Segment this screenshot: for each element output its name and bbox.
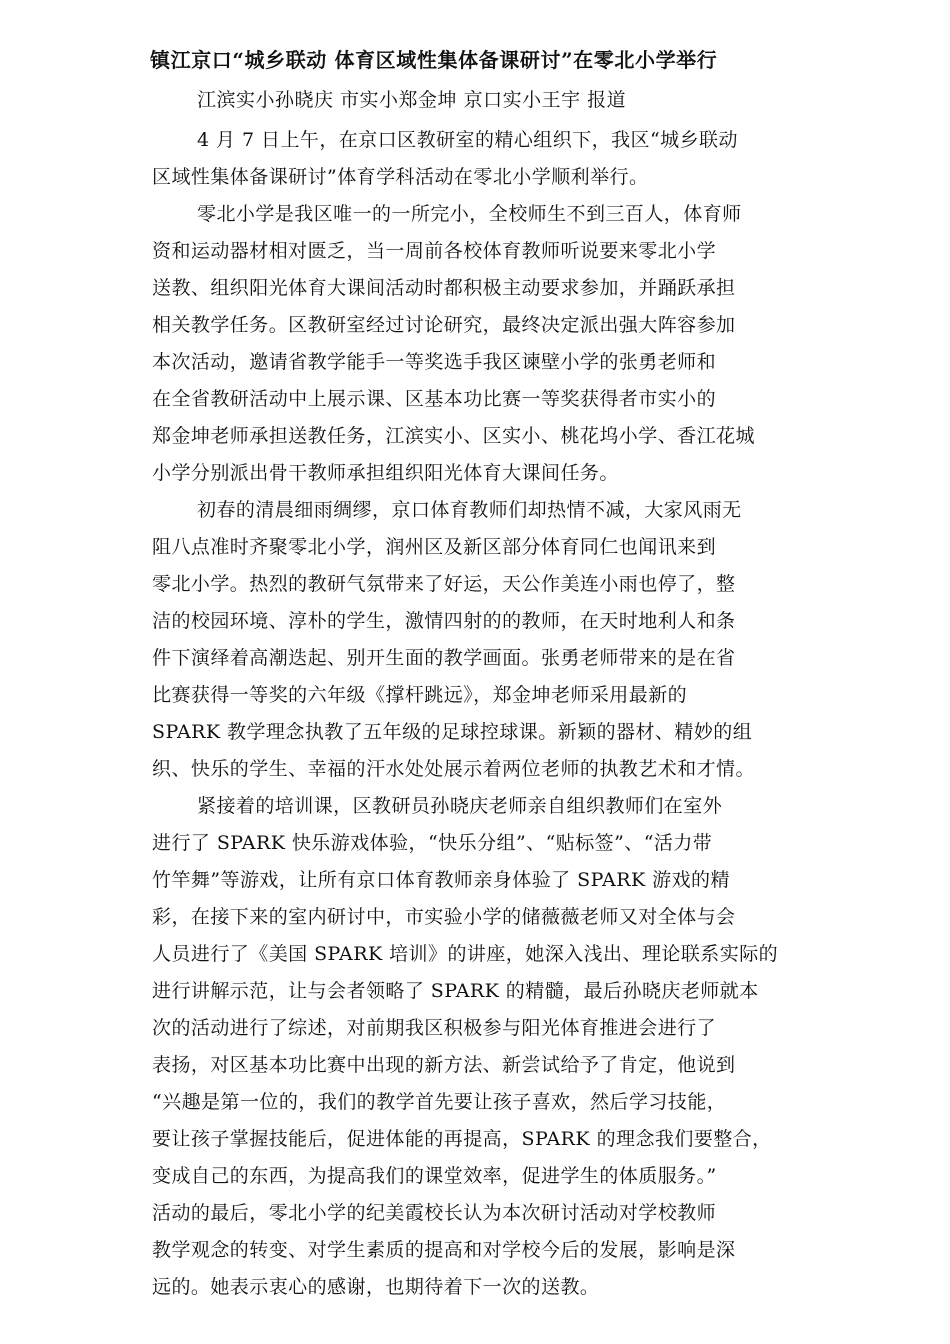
- text-line: 进行了 SPARK 快乐游戏体验，“快乐分组”、“贴标签”、“活力带: [152, 832, 713, 854]
- text-line: 紧接着的培训课，区教研员孙晓庆老师亲自组织教师们在室外: [197, 795, 723, 817]
- text-line: 人员进行了《美国 SPARK 培训》的讲座，她深入浅出、理论联系实际的: [152, 943, 779, 965]
- article-title: 镇江京口“城乡联动 体育区域性集体备课研讨”在零北小学举行: [150, 48, 718, 72]
- text-line: 资和运动器材相对匮乏，当一周前各校体育教师听说要来零北小学: [152, 240, 717, 262]
- text-line: 活动的最后，零北小学的纪美霞校长认为本次研讨活动对学校教师: [152, 1202, 717, 1224]
- text-line: 零北小学。热烈的教研气氛带来了好运，天公作美连小雨也停了，整: [152, 573, 736, 595]
- paragraph-3: [152, 492, 820, 788]
- text-line: 在全省教研活动中上展示课、区基本功比赛一等奖获得者市实小的: [152, 388, 717, 410]
- text-line: 彩，在接下来的室内研讨中，市实验小学的储薇薇老师又对全体与会: [152, 906, 736, 928]
- text-line: 本次活动，邀请省教学能手一等奖选手我区谏壁小学的张勇老师和: [152, 351, 717, 373]
- text-line: 阻八点准时齐聚零北小学，润州区及新区部分体育同仁也闻讯来到: [152, 536, 717, 558]
- paragraph-4: [152, 788, 820, 1195]
- text-line: 教学观念的转变、对学生素质的提高和对学校今后的发展，影响是深: [152, 1239, 736, 1261]
- text-line: 远的。她表示衷心的感谢，也期待着下一次的送教。: [152, 1276, 600, 1298]
- text-line: 织、快乐的学生、幸福的汗水处处展示着两位老师的执教艺术和才情。: [152, 758, 755, 780]
- text-line: 竹竿舞”等游戏，让所有京口体育教师亲身体验了 SPARK 游戏的精: [152, 869, 730, 891]
- text-line: 4 月 7 日上午，在京口区教研室的精心组织下，我区“城乡联动: [197, 129, 738, 151]
- text-line: 要让孩子掌握技能后，促进体能的再提高，SPARK 的理念我们要整合，: [152, 1128, 772, 1150]
- article-body: [152, 122, 820, 1306]
- paragraph-5: [152, 1195, 820, 1306]
- text-line: 次的活动进行了综述，对前期我区积极参与阳光体育推进会进行了: [152, 1017, 717, 1039]
- text-line: SPARK 教学理念执教了五年级的足球控球课。新颖的器材、精妙的组: [152, 721, 753, 743]
- paragraph-2: [152, 196, 820, 492]
- text-line: 零北小学是我区唯一的一所完小，全校师生不到三百人，体育师: [197, 203, 742, 225]
- text-line: 洁的校园环境、淳朴的学生，激情四射的的教师，在天时地利人和条: [152, 610, 736, 632]
- text-line: “兴趣是第一位的，我们的教学首先要让孩子喜欢，然后学习技能，: [152, 1091, 727, 1113]
- article-byline: 江滨实小孙晓庆 市实小郑金坤 京口实小王宇 报道: [197, 89, 627, 111]
- paragraph-1: [152, 122, 820, 196]
- text-line: 区域性集体备课研讨”体育学科活动在零北小学顺利举行。: [152, 166, 649, 188]
- text-line: 送教、组织阳光体育大课间活动时都积极主动要求参加，并踊跃承担: [152, 277, 736, 299]
- text-line: 表扬，对区基本功比赛中出现的新方法、新尝试给予了肯定，他说到: [152, 1054, 736, 1076]
- text-line: 郑金坤老师承担送教任务，江滨实小、区实小、桃花坞小学、香江花城: [152, 425, 755, 447]
- text-line: 比赛获得一等奖的六年级《撑杆跳远》，郑金坤老师采用最新的: [152, 684, 688, 706]
- text-line: 件下演绎着高潮迭起、别开生面的教学画面。张勇老师带来的是在省: [152, 647, 736, 669]
- text-line: 初春的清晨细雨绸缪，京口体育教师们却热情不减，大家风雨无: [197, 499, 742, 521]
- text-line: 小学分别派出骨干教师承担组织阳光体育大课间任务。: [152, 462, 619, 484]
- text-line: 相关教学任务。区教研室经过讨论研究，最终决定派出强大阵容参加: [152, 314, 736, 336]
- text-line: 变成自己的东西，为提高我们的课堂效率，促进学生的体质服务。”: [152, 1165, 717, 1187]
- text-line: 进行讲解示范，让与会者领略了 SPARK 的精髓，最后孙晓庆老师就本: [152, 980, 759, 1002]
